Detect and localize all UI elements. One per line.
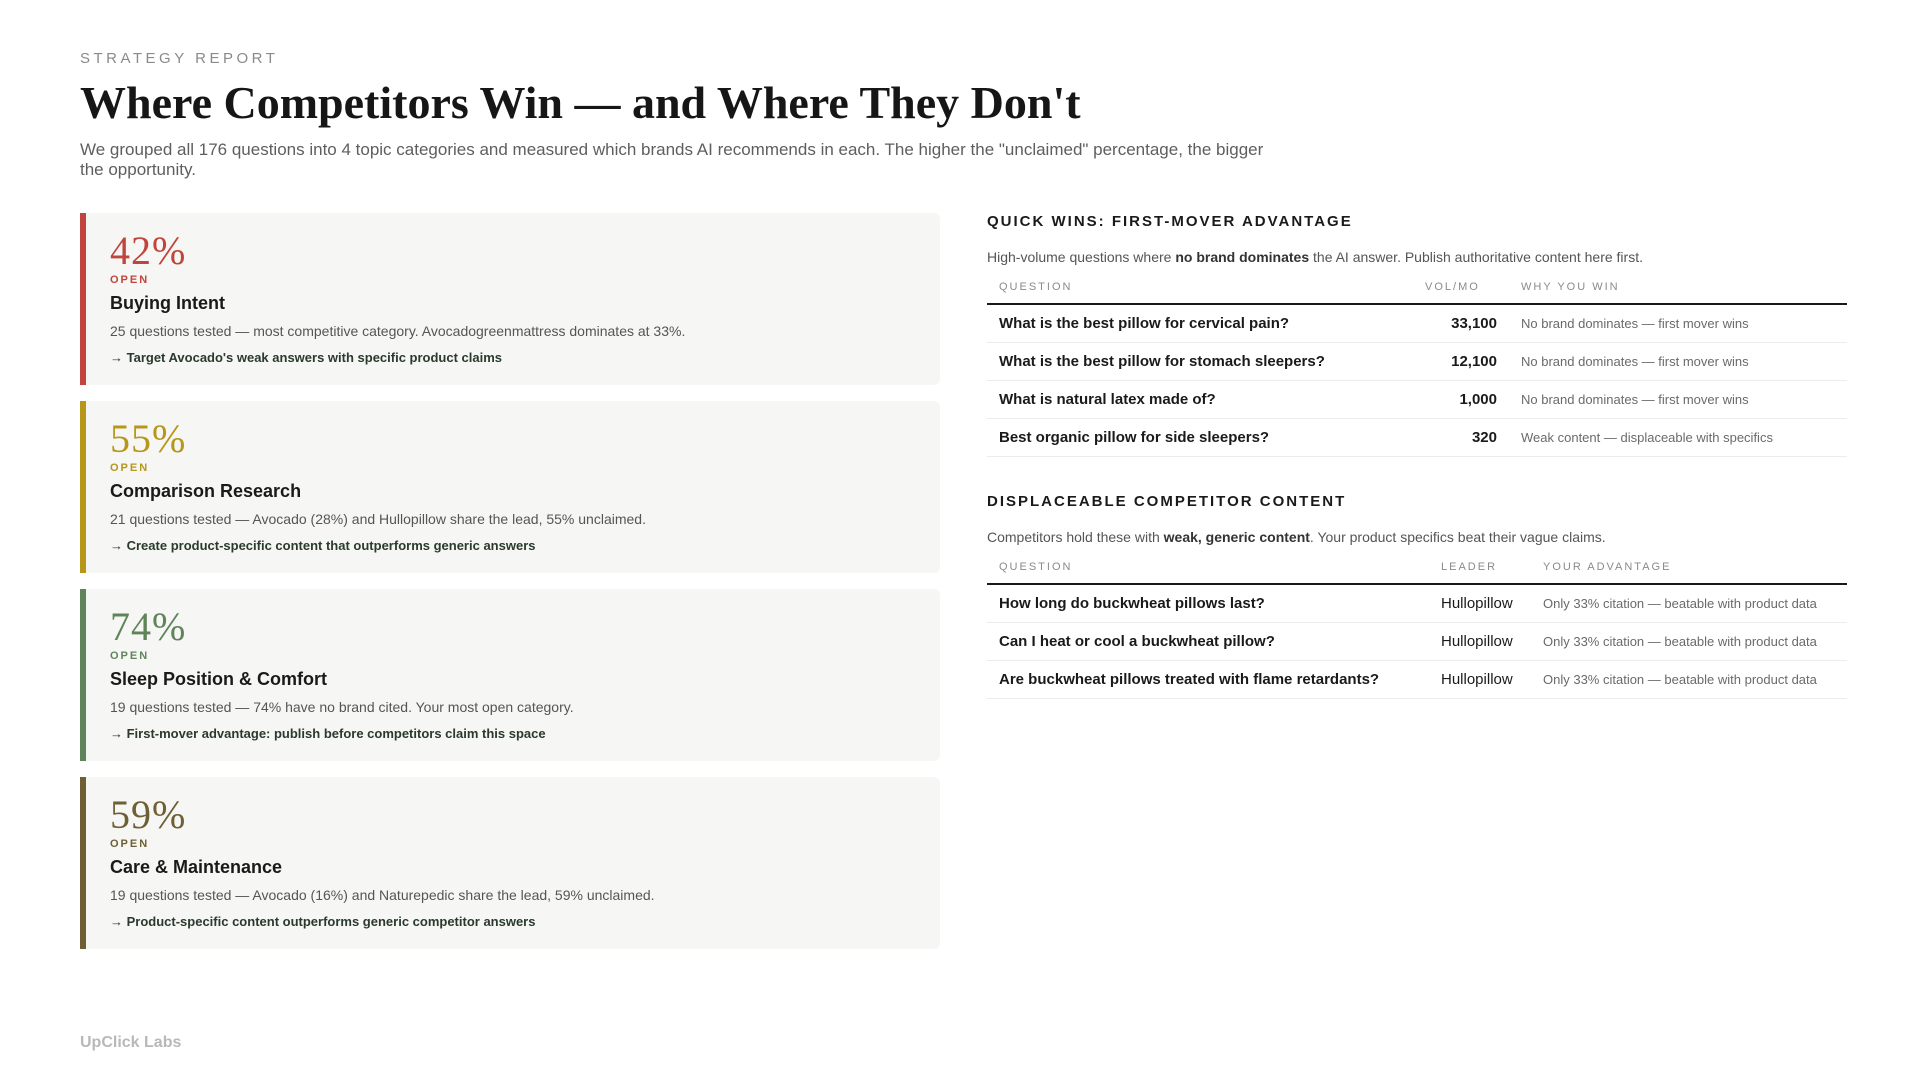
- table-row: [987, 419, 1847, 457]
- advantage-cell: Only 33% citation — beatable with product data: [1531, 584, 1847, 623]
- advantage-cell: Only 33% citation — beatable with product data: [1531, 623, 1847, 661]
- category-cards: [80, 213, 940, 965]
- table-row: [987, 584, 1847, 623]
- category-name: Care & Maintenance: [110, 857, 283, 877]
- column-header: LEADER: [1429, 561, 1531, 584]
- volume-cell: 1,000: [1413, 381, 1509, 419]
- table-header-row: [987, 281, 1847, 304]
- category-card-care-maintenance: [80, 777, 940, 949]
- leader-cell: Hullopillow: [1429, 623, 1531, 661]
- table-row: [987, 304, 1847, 343]
- footer-brand: UpClick Labs: [80, 1034, 182, 1051]
- question-cell: What is the best pillow for stomach sleepers?: [987, 343, 1413, 381]
- intro-text: . Your product specifics beat their vague claims.: [1309, 529, 1606, 545]
- question-cell: What is natural latex made of?: [987, 381, 1413, 419]
- card-accent-bar: [80, 777, 86, 949]
- reason-cell: No brand dominates — first mover wins: [1509, 304, 1847, 343]
- open-percentage: 59%: [110, 792, 187, 837]
- category-action: → First-mover advantage: publish before competitors claim this space: [110, 726, 546, 741]
- category-card-sleep-position: [80, 589, 940, 761]
- volume-cell: 320: [1413, 419, 1509, 457]
- category-name: Comparison Research: [110, 481, 302, 501]
- section-title: DISPLACEABLE COMPETITOR CONTENT: [987, 493, 1347, 510]
- report-eyebrow: STRATEGY REPORT: [80, 50, 279, 67]
- question-cell: What is the best pillow for cervical pain?: [987, 304, 1413, 343]
- quick-wins-section: [987, 213, 1847, 457]
- table-row: [987, 661, 1847, 699]
- table-row: [987, 381, 1847, 419]
- question-cell: Best organic pillow for side sleepers?: [987, 419, 1413, 457]
- page-title: Where Competitors Win — and Where They Don't: [80, 77, 1081, 128]
- question-cell: Are buckwheat pillows treated with flame retardants?: [987, 661, 1429, 699]
- table-row: [987, 623, 1847, 661]
- leader-cell: Hullopillow: [1429, 584, 1531, 623]
- category-description: 25 questions tested — most competitive category. Avocadogreenmattress dominates at 33%.: [110, 323, 686, 339]
- question-cell: Can I heat or cool a buckwheat pillow?: [987, 623, 1429, 661]
- section-intro: [987, 529, 1847, 545]
- column-header: QUESTION: [987, 281, 1413, 304]
- leader-cell: Hullopillow: [1429, 661, 1531, 699]
- category-description: 19 questions tested — 74% have no brand cited. Your most open category.: [110, 699, 574, 715]
- advantage-cell: Only 33% citation — beatable with product data: [1531, 661, 1847, 699]
- open-percentage: 55%: [110, 416, 187, 461]
- category-card-comparison-research: [80, 401, 940, 573]
- category-card-buying-intent: [80, 213, 940, 385]
- displaceable-section: [987, 493, 1847, 699]
- column-header: VOL/MO: [1413, 281, 1509, 304]
- intro-emphasis: no brand dominates: [1175, 249, 1310, 265]
- reason-cell: No brand dominates — first mover wins: [1509, 381, 1847, 419]
- volume-cell: 12,100: [1413, 343, 1509, 381]
- column-header: QUESTION: [987, 561, 1429, 584]
- category-action: → Create product-specific content that outperforms generic answers: [110, 538, 536, 553]
- category-name: Sleep Position & Comfort: [110, 669, 328, 689]
- volume-cell: 33,100: [1413, 304, 1509, 343]
- column-header: YOUR ADVANTAGE: [1531, 561, 1847, 584]
- status-label: OPEN: [110, 650, 150, 662]
- table-row: [987, 343, 1847, 381]
- category-name: Buying Intent: [110, 293, 225, 313]
- column-header: WHY YOU WIN: [1509, 281, 1847, 304]
- status-label: OPEN: [110, 274, 150, 286]
- section-title: QUICK WINS: FIRST-MOVER ADVANTAGE: [987, 213, 1353, 230]
- open-percentage: 74%: [110, 604, 187, 649]
- card-accent-bar: [80, 213, 86, 385]
- reason-cell: No brand dominates — first mover wins: [1509, 343, 1847, 381]
- status-label: OPEN: [110, 838, 150, 850]
- question-cell: How long do buckwheat pillows last?: [987, 584, 1429, 623]
- category-action: → Target Avocado's weak answers with specific product claims: [110, 350, 503, 365]
- card-accent-bar: [80, 401, 86, 573]
- intro-text: High-volume questions where: [987, 249, 1176, 265]
- intro-text: the AI answer. Publish authoritative content here first.: [1309, 249, 1643, 265]
- table-header-row: [987, 561, 1847, 584]
- open-percentage: 42%: [110, 228, 187, 273]
- section-intro: [987, 249, 1847, 265]
- category-action: → Product-specific content outperforms generic competitor answers: [110, 914, 536, 929]
- category-description: 21 questions tested — Avocado (28%) and Hullopillow share the lead, 55% unclaimed.: [110, 511, 646, 527]
- page-subtitle: We grouped all 176 questions into 4 topic categories and measured which brands AI recommends in each. The higher the "unclaimed" percentage, the bigger the opportunity.: [80, 140, 1264, 179]
- quick-wins-table: [987, 281, 1847, 457]
- card-accent-bar: [80, 589, 86, 761]
- status-label: OPEN: [110, 462, 150, 474]
- category-description: 19 questions tested — Avocado (16%) and Naturepedic share the lead, 59% unclaimed.: [110, 887, 655, 903]
- displaceable-table: [987, 561, 1847, 699]
- intro-text: Competitors hold these with: [987, 529, 1164, 545]
- intro-emphasis: weak, generic content: [1163, 529, 1310, 545]
- reason-cell: Weak content — displaceable with specifics: [1509, 419, 1847, 457]
